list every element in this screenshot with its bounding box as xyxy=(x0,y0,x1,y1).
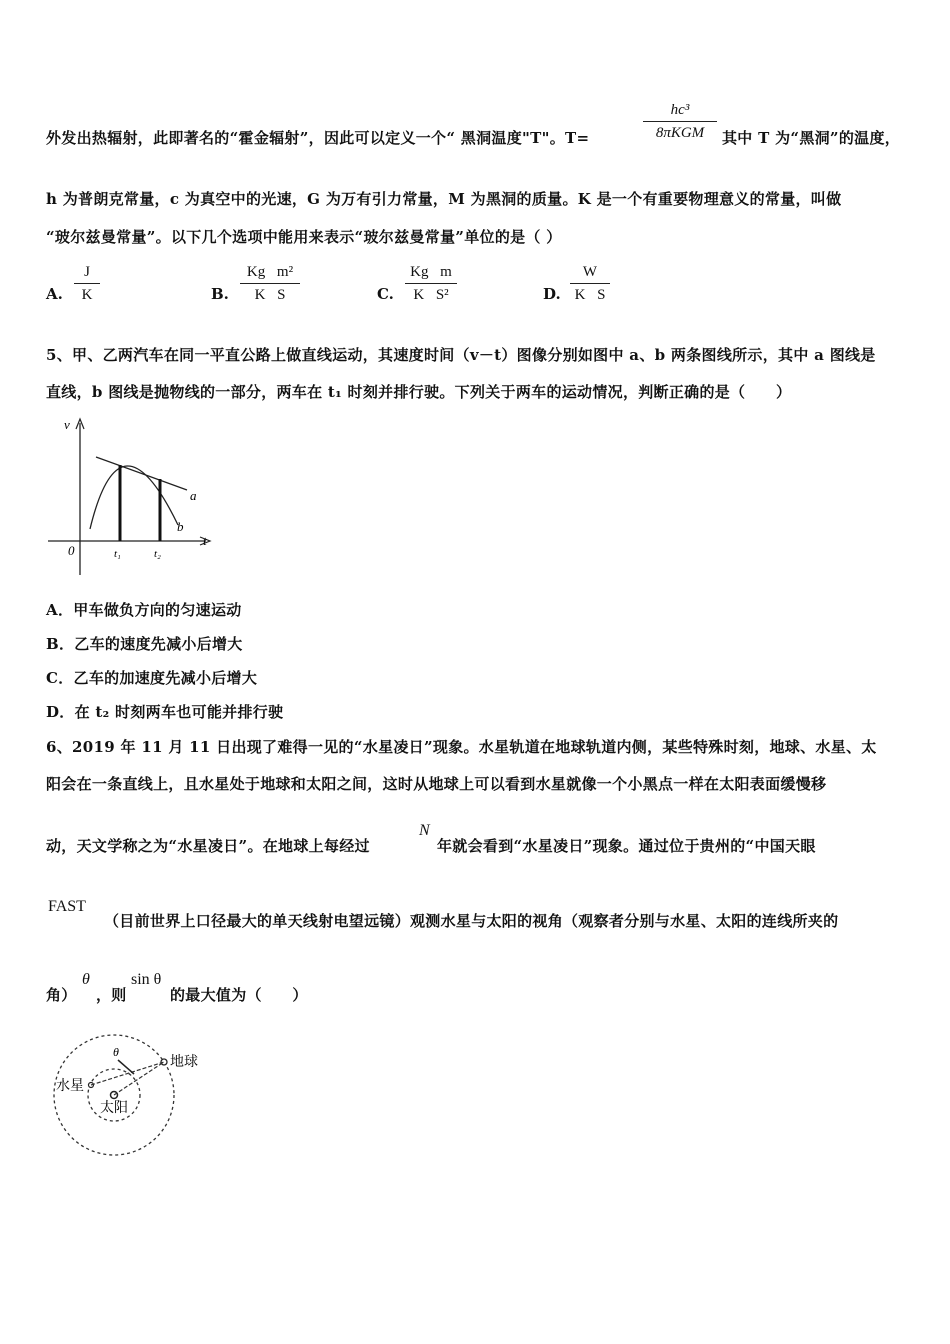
q4-option-c-frac: Kg􏰀m K􏰀S² xyxy=(405,262,457,305)
q6-line5-a: 角） xyxy=(46,986,77,1004)
q4-formula-den: 8πKGM xyxy=(655,125,705,141)
q5-option-d: D．在 t₂ 时刻两车也可能并排行驶 xyxy=(46,703,284,721)
q4-formula xyxy=(643,100,717,143)
q6-line3-a: 动，天文学称之为“水星凌日”。在地球上每经过 xyxy=(46,837,370,855)
q4-line1-suffix: 其中 T 为“黑洞”的温度， xyxy=(722,129,901,147)
q4-option-a-frac: J K xyxy=(74,262,100,305)
q5-line2: 直线，b 图线是抛物线的一部分，两车在 t₁ 时刻并排行驶。下列关于两车的运动情况，判断正确的是（ ） xyxy=(46,383,792,401)
q5-option-b: B．乙车的速度先减小后增大 xyxy=(46,635,243,653)
t-label: t xyxy=(203,533,207,548)
q5-option-c: C．乙车的加速度先减小后增大 xyxy=(46,669,258,687)
q6-line1: 6、2019 年 11 月 11 日出现了难得一见的“水星凌日”现象。水星轨道在地球轨道内侧，某些特殊时刻，地球、水星、太 xyxy=(46,738,877,756)
line-a xyxy=(96,457,187,490)
q6-n-symbol: N xyxy=(419,822,430,839)
b-label: b xyxy=(177,519,184,534)
q6-line3-b: 年就会看到“水星凌日”现象。通过位于贵州的“中国天眼 xyxy=(437,837,816,855)
t2-label: t₂ xyxy=(154,548,161,560)
q4-line1-prefix: 外发出热辐射，此即著名的“霍金辐射”，因此可以定义一个“ 黑洞温度"T"。T= xyxy=(46,129,590,147)
sun-label: 太阳 xyxy=(100,1101,128,1116)
q6-sin-theta: sin θ xyxy=(131,971,162,988)
v-label: v xyxy=(64,417,70,432)
mercury-label: 水星 xyxy=(56,1079,84,1094)
q4-option-b-letter: B. xyxy=(211,285,229,303)
q6-fast: FAST xyxy=(48,898,86,915)
curve-b xyxy=(90,466,178,529)
earth-label: 地球 xyxy=(170,1055,198,1070)
q4-formula-num: hc³ xyxy=(670,102,690,118)
q4-line3: “玻尔兹曼常量”。以下几个选项中能用来表示“玻尔兹曼常量”单位的是（ ） xyxy=(46,228,562,246)
q6-line5-b: ，则 xyxy=(96,986,127,1004)
q4-option-a-letter: A. xyxy=(46,285,63,303)
q4-option-d-frac: W K􏰀S xyxy=(570,262,610,305)
q4-line2: h 为普朗克常量，c 为真空中的光速，G 为万有引力常量，M 为黑洞的质量。K 是一个有重要物理意义的常量，叫做 xyxy=(46,190,842,208)
origin-label: 0 xyxy=(68,543,75,558)
q4-option-b-frac: Kg􏰀m² K􏰀S xyxy=(240,262,300,305)
q6-line2: 阳会在一条直线上，且水星处于地球和太阳之间，这时从地球上可以看到水星就像一个小黑点一样在太阳表面缓慢移 xyxy=(46,775,827,793)
q6-line5-c: 的最大值为（ ） xyxy=(170,986,308,1004)
q4-option-d-letter: D. xyxy=(543,285,561,303)
q6-line4: （目前世界上口径最大的单天线射电望远镜）观测水星与太阳的视角（观察者分别与水星、太阳的连线所夹的 xyxy=(104,912,839,930)
q5-vt-graph xyxy=(40,415,220,585)
q6-orbit-diagram xyxy=(46,1030,226,1160)
t1-label: t₁ xyxy=(114,548,121,560)
q4-option-c-letter: C. xyxy=(377,285,394,303)
a-label: a xyxy=(190,488,197,503)
q6-theta: θ xyxy=(82,971,90,988)
theta-label: θ xyxy=(113,1045,119,1059)
q5-option-a: A．甲车做负方向的匀速运动 xyxy=(46,601,242,619)
sight-line-mercury xyxy=(91,1062,164,1085)
q5-line1: 5、甲、乙两汽车在同一平直公路上做直线运动，其速度时间（v－t）图像分别如图中 a、b 两条图线所示，其中 a 图线是 xyxy=(46,346,876,364)
